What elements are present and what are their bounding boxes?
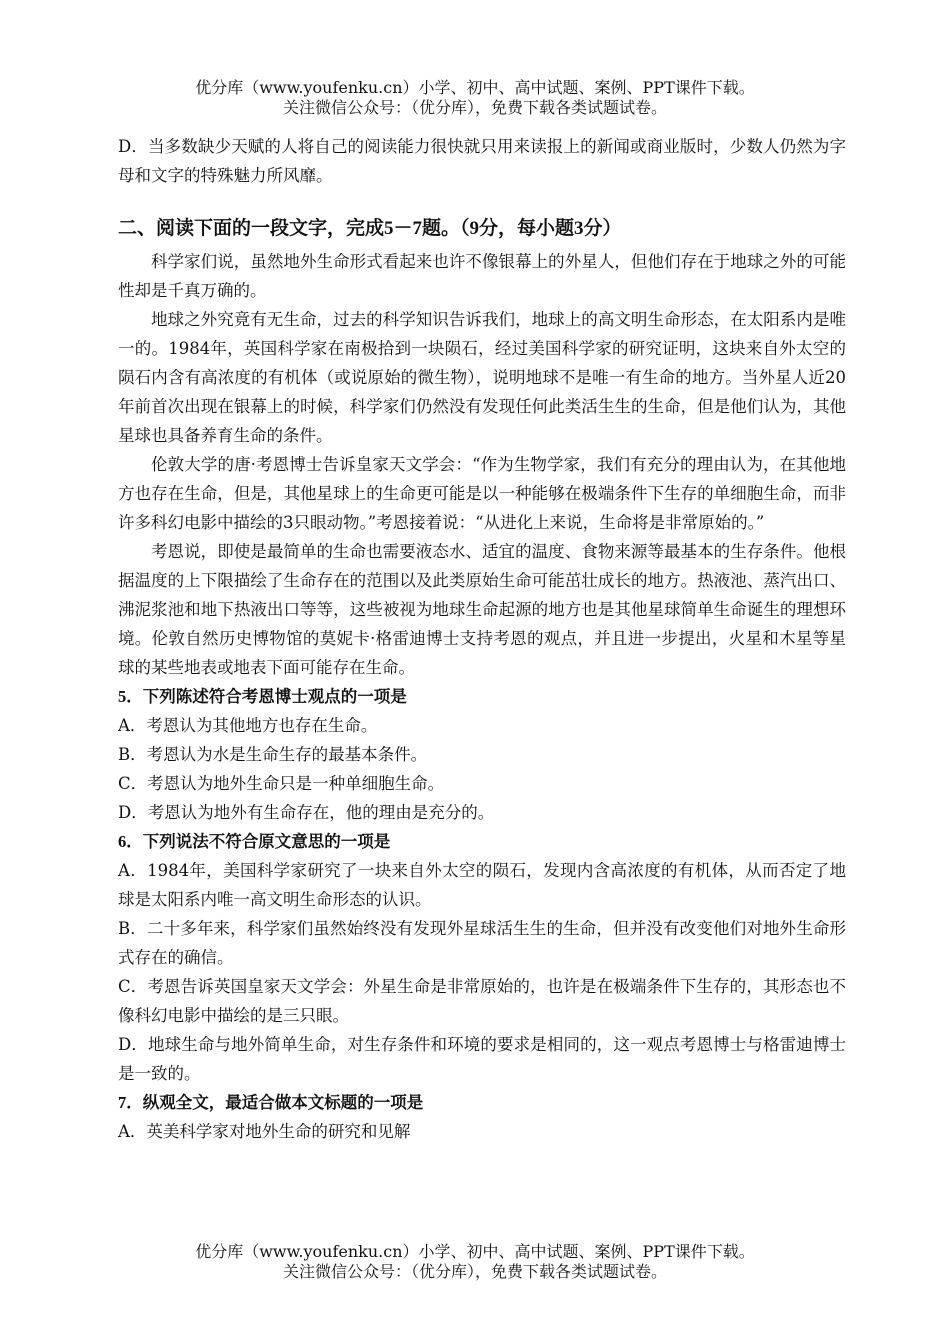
question-5-stem: 5．下列陈述符合考恩博士观点的一项是 — [118, 687, 407, 706]
header-line-2: 关注微信公众号：（优分库），免费下载各类试题试卷。 — [282, 98, 667, 117]
header-line-1: 优分库（www.youfenku.cn）小学、初中、高中试题、案例、PPT课件下载。 — [195, 78, 755, 97]
passage-paragraph-4: 考恩说，即使是最简单的生命也需要液态水、适宜的温度、食物来源等最基本的生存条件。他根据温度的上下限描绘了生命存在的范围以及此类原始生命可能茁壮成长的地方。热液池、蒸汽出口、沸泥浆池和地下热液出口等等，这些被视为地球生命起源的地方也是其他星球简单生命诞生的理想环境。伦敦自然历史博物馆的莫妮卡·格雷迪博士支持考恩的观点，并且进一步提出，火星和木星等星球的某些地表或地表下面可能存在生命。 — [118, 542, 846, 677]
document-body — [118, 132, 846, 1146]
passage-paragraph-2: 地球之外究竟有无生命，过去的科学知识告诉我们，地球上的高文明生命形态，在太阳系内是唯一的。1984年，英国科学家在南极拾到一块陨石，经过美国科学家的研究证明，这块来自外太空的陨石内含有高浓度的有机体（或说原始的微生物），说明地球不是唯一有生命的地方。当外星人近20年前首次出现在银幕上的时候，科学家们仍然没有发现任何此类活生生的生命，但是他们认为，其他星球也具备养育生命的条件。 — [118, 310, 846, 445]
page-footer — [0, 1242, 950, 1282]
page-header — [0, 78, 950, 118]
question-5-option-a: A．考恩认为其他地方也存在生命。 — [118, 716, 378, 735]
section-title: 二、阅读下面的一段文字，完成5－7题。（9分，每小题3分） — [118, 218, 622, 239]
question-5-option-c: C．考恩认为地外生命只是一种单细胞生命。 — [118, 774, 445, 793]
question-7-option-a: A．英美科学家对地外生命的研究和见解 — [118, 1122, 411, 1141]
footer-line-2: 关注微信公众号：（优分库），免费下载各类试题试卷。 — [282, 1262, 667, 1281]
question-6-option-b: B．二十多年来，科学家们虽然始终没有发现外星球活生生的生命，但并没有改变他们对地外生命形式存在的确信。 — [118, 919, 846, 967]
previous-option-d: D．当多数缺少天赋的人将自己的阅读能力很快就只用来读报上的新闻或商业版时，少数人仍然为字母和文字的特殊魅力所风靡。 — [118, 137, 846, 185]
footer-line-1: 优分库（www.youfenku.cn）小学、初中、高中试题、案例、PPT课件下载。 — [195, 1242, 755, 1261]
question-6-option-d: D．地球生命与地外简单生命，对生存条件和环境的要求是相同的，这一观点考恩博士与格雷迪博士是一致的。 — [118, 1035, 846, 1083]
question-5-option-d: D．考恩认为地外有生命存在，他的理由是充分的。 — [118, 803, 495, 822]
question-6-stem: 6．下列说法不符合原文意思的一项是 — [118, 832, 391, 851]
question-5-option-b: B．考恩认为水是生命生存的最基本条件。 — [118, 745, 428, 764]
question-7-stem: 7．纵观全文，最适合做本文标题的一项是 — [118, 1093, 424, 1112]
passage-paragraph-3: 伦敦大学的唐·考恩博士告诉皇家天文学会：“作为生物学家，我们有充分的理由认为，在其他地方也存在生命，但是，其他星球上的生命更可能是以一种能够在极端条件下生存的单细胞生命，而非许多科幻电影中描绘的3只眼动物。”考恩接着说：“从进化上来说，生命将是非常原始的。” — [118, 455, 846, 532]
passage-paragraph-1: 科学家们说，虽然地外生命形式看起来也许不像银幕上的外星人，但他们存在于地球之外的可能性却是千真万确的。 — [118, 252, 846, 300]
question-6-option-a: A．1984年，美国科学家研究了一块来自外太空的陨石，发现内含高浓度的有机体，从而否定了地球是太阳系内唯一高文明生命形态的认识。 — [118, 861, 846, 909]
question-6-option-c: C．考恩告诉英国皇家天文学会：外星生命是非常原始的，也许是在极端条件下生存的，其形态也不像科幻电影中描绘的是三只眼。 — [118, 977, 846, 1025]
